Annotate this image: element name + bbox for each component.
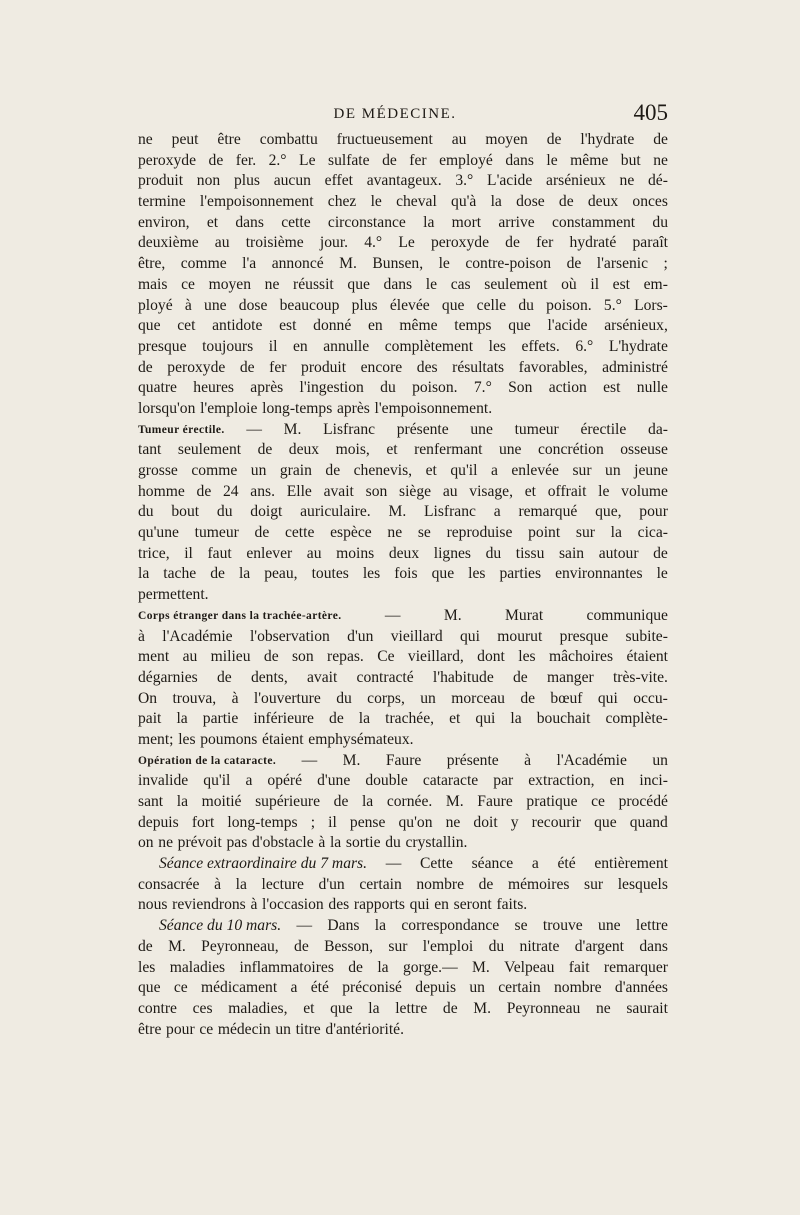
text-line: qu'une tumeur de cette espèce ne se reproduise point sur la cica- bbox=[138, 524, 668, 542]
page-number: 405 bbox=[633, 100, 668, 125]
text-line: sant la moitié supérieure de la cornée. M. Faure pratique ce procédé bbox=[138, 793, 668, 810]
text-line: Séance extraordinaire du 7 mars. — Cette séance a été entièrement bbox=[138, 854, 668, 875]
text-line: être, comme l'a annoncé M. Bunsen, le contre-poison de l'arsenic ; bbox=[138, 255, 668, 273]
text-line: environ, et dans cette circonstance la mort arrive constamment du bbox=[138, 213, 668, 231]
text-line: pait la partie inférieure de la trachée, et qui la bouchait complète- bbox=[138, 710, 668, 728]
text-line: lorsqu'on l'emploie long-temps après l'empoisonnement. bbox=[138, 399, 493, 417]
running-head bbox=[0, 100, 800, 132]
section-heading: Séance extraordinaire du 7 mars. bbox=[159, 855, 368, 873]
text-line: homme de 24 ans. Elle avait son siège au visage, et offrait le volume bbox=[138, 482, 668, 500]
section-heading: Tumeur érectile. bbox=[138, 423, 225, 436]
text-line: Corps étranger dans la trachée-artère. — M. Murat communique bbox=[138, 606, 668, 627]
text-line: tant seulement de deux mois, et renfermant une concrétion osseuse bbox=[138, 441, 668, 459]
running-title: DE MÉDECINE. bbox=[333, 106, 457, 122]
text-line: la tache de la peau, toutes les fois que les parties environnantes le bbox=[138, 565, 668, 583]
text-line: ne peut être combattu fructueusement au moyen de l'hydrate de bbox=[138, 131, 668, 148]
text-line: ployé à une dose beaucoup plus élevée que celle du poison. 5.° Lors- bbox=[138, 296, 668, 314]
text-line: à l'Académie l'observation d'un vieillard qui mourut presque subite- bbox=[138, 627, 668, 645]
text-line: Tumeur érectile. — M. Lisfranc présente une tumeur érectile da- bbox=[138, 420, 668, 441]
text-line: peroxyde de fer. 2.° Le sulfate de fer employé dans le même but ne bbox=[138, 151, 668, 169]
text-line: Opération de la cataracte. — M. Faure présente à l'Académie un bbox=[138, 751, 668, 772]
text-line: On trouva, à l'ouverture du corps, un morceau de bœuf qui occu- bbox=[138, 689, 668, 707]
text-line: du bout du doigt auriculaire. M. Lisfranc a remarqué que, pour bbox=[138, 503, 668, 521]
text-line: invalide qu'il a opéré d'une double cataracte par extraction, en inci- bbox=[138, 772, 668, 790]
text-line: que cet antidote est donné en même temps que l'acide arsénieux, bbox=[138, 317, 668, 335]
text-line: quatre heures après l'ingestion du poison. 7.° Son action est nulle bbox=[138, 379, 668, 397]
text-line: produit non plus aucun effet avantageux. 3.° L'acide arsénieux ne dé- bbox=[138, 172, 668, 190]
text-line: dégarnies de dents, avait contracté l'habitude de manger très-vite. bbox=[138, 668, 668, 686]
text-line: consacrée à la lecture d'un certain nombre de mémoires sur lesquels bbox=[138, 875, 668, 893]
section-heading: Corps étranger dans la trachée-artère. bbox=[138, 609, 342, 622]
text-line: les maladies inflammatoires de la gorge.— M. Velpeau fait remarquer bbox=[138, 958, 668, 976]
text-line: être pour ce médecin un titre d'antériorité. bbox=[138, 1020, 404, 1038]
text-line: depuis fort long-temps ; il pense qu'on ne doit y recourir que quand bbox=[138, 813, 668, 831]
section-heading: Opération de la cataracte. bbox=[138, 754, 277, 767]
text-line: grosse comme un grain de chenevis, et qu'il a enlevée sur un jeune bbox=[138, 462, 668, 479]
text-line: on ne prévoit pas d'obstacle à la sortie du crystallin. bbox=[138, 834, 468, 852]
text-line: trice, il faut enlever au moins deux lignes du tissu sain autour de bbox=[138, 544, 668, 562]
body-text bbox=[138, 130, 668, 1040]
text-line: que ce médicament a été préconisé depuis un certain nombre d'années bbox=[138, 979, 668, 997]
text-line: Séance du 10 mars. — Dans la correspondance se trouve une lettre bbox=[138, 916, 668, 937]
section-heading: Séance du 10 mars. bbox=[159, 917, 282, 935]
text-line: permettent. bbox=[138, 586, 209, 604]
text-line: mais ce moyen ne réussit que dans le cas seulement où il est em- bbox=[138, 275, 668, 293]
text-line: de M. Peyronneau, de Besson, sur l'emploi du nitrate d'argent dans bbox=[138, 937, 668, 955]
text-line: presque toujours il en annulle complètement les effets. 6.° L'hydrate bbox=[138, 337, 668, 355]
text-line: de peroxyde de fer produit encore des résultats favorables, administré bbox=[138, 358, 668, 376]
text-line: termine l'empoisonnement chez le cheval qu'à la dose de deux onces bbox=[138, 193, 668, 211]
text-line: contre ces maladies, et que la lettre de M. Peyronneau ne saurait bbox=[138, 999, 668, 1017]
text-line: ment au milieu de son repas. Ce vieillard, dont les mâchoires étaient bbox=[138, 648, 668, 666]
text-line: ment; les poumons étaient emphysémateux. bbox=[138, 730, 414, 748]
text-line: deuxième au troisième jour. 4.° Le peroxyde de fer hydraté paraît bbox=[138, 234, 668, 252]
text-line: nous reviendrons à l'occasion des rapports qui en seront faits. bbox=[138, 896, 528, 914]
